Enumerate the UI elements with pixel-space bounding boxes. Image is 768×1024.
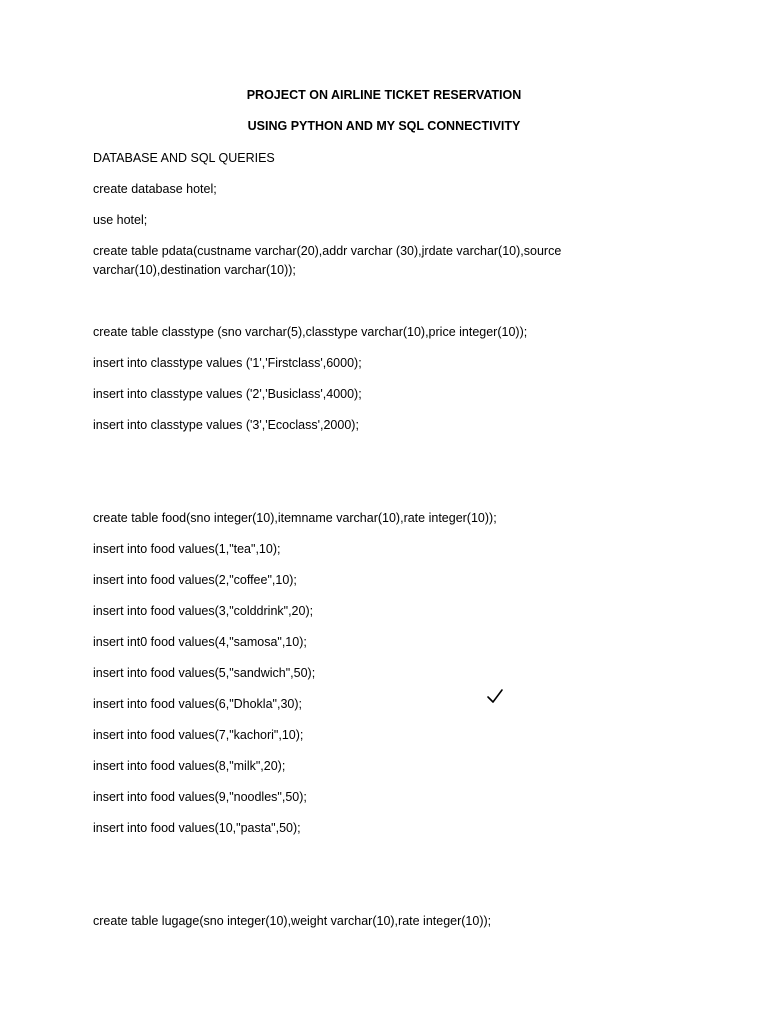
sql-line: create database hotel; — [93, 182, 217, 196]
sql-line: insert into food values(8,"milk",20); — [93, 759, 286, 773]
sql-line: insert into classtype values ('3','Ecoclass',2000); — [93, 418, 359, 432]
document-title-line-1: PROJECT ON AIRLINE TICKET RESERVATION — [246, 88, 522, 102]
sql-line: insert into food values(6,"Dhokla",30); — [93, 697, 302, 711]
section-heading: DATABASE AND SQL QUERIES — [93, 151, 275, 165]
sql-line: insert int0 food values(4,"samosa",10); — [93, 635, 307, 649]
sql-line: use hotel; — [93, 213, 148, 227]
sql-line: create table classtype (sno varchar(5),classtype varchar(10),price integer(10)); — [93, 325, 528, 339]
sql-line: insert into food values(10,"pasta",50); — [93, 821, 301, 835]
sql-line: insert into classtype values ('1','Firstclass',6000); — [93, 356, 362, 370]
sql-line: create table food(sno integer(10),itemname varchar(10),rate integer(10)); — [93, 511, 497, 525]
sql-line: varchar(10),destination varchar(10)); — [93, 263, 296, 277]
sql-line: insert into food values(7,"kachori",10); — [93, 728, 304, 742]
document-title-line-2: USING PYTHON AND MY SQL CONNECTIVITY — [247, 119, 521, 133]
sql-line: create table pdata(custname varchar(20),addr varchar (30),jrdate varchar(10),source — [93, 244, 562, 258]
sql-line: insert into food values(3,"colddrink",20); — [93, 604, 314, 618]
checkmark-icon — [486, 687, 504, 705]
sql-line: insert into classtype values ('2','Busiclass',4000); — [93, 387, 362, 401]
sql-line: insert into food values(2,"coffee",10); — [93, 573, 297, 587]
sql-line: insert into food values(5,"sandwich",50); — [93, 666, 316, 680]
sql-line: insert into food values(1,"tea",10); — [93, 542, 281, 556]
sql-line: insert into food values(9,"noodles",50); — [93, 790, 307, 804]
sql-line: create table lugage(sno integer(10),weight varchar(10),rate integer(10)); — [93, 914, 492, 928]
